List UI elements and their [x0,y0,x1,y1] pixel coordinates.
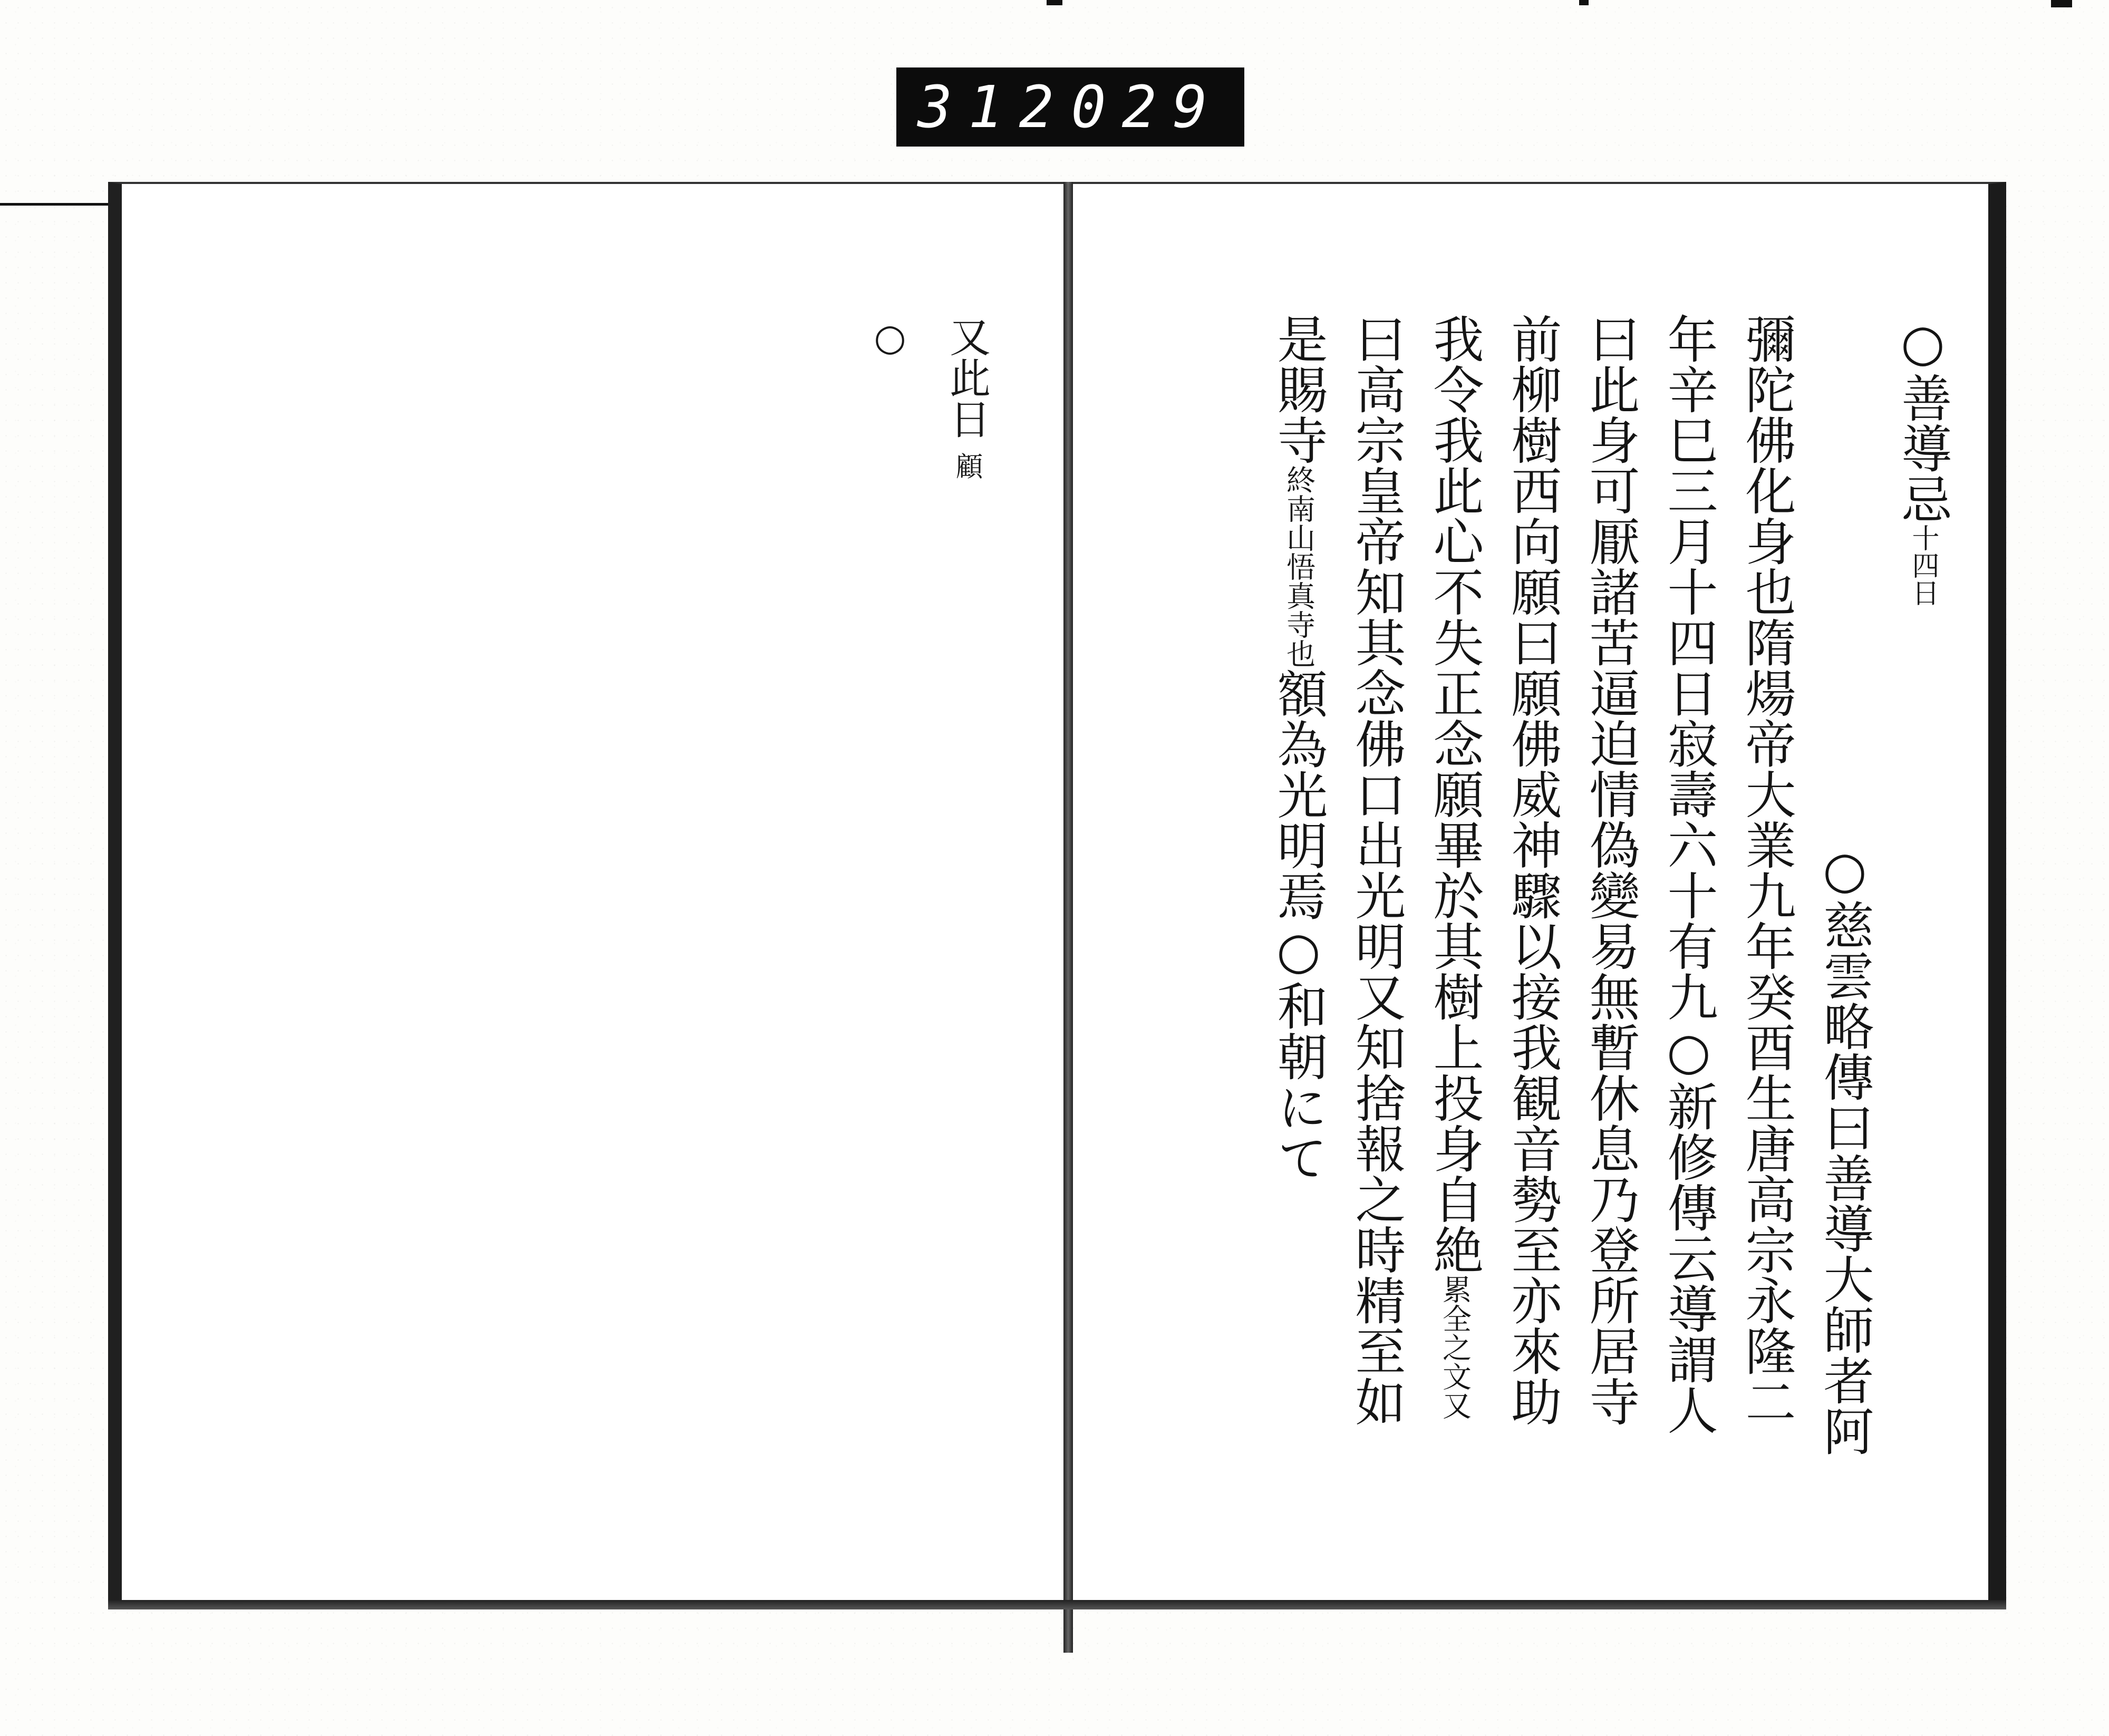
text-column [1416,313,1494,1568]
column-text: 年辛巳三月十四日寂壽六十有九○新修傳云導謂人 [1659,313,1718,1435]
left-page [108,182,1068,1605]
right-page-text [1260,313,1962,1568]
column-text: ○善導忌 [1893,313,1952,524]
text-column [928,316,1004,1570]
adjacent-page-edge [0,203,121,1703]
column-text: 曰此身可厭諸苦逼迫情偽變易無暫休息乃登所居寺 [1581,313,1640,1427]
column-text: 前柳樹西向願曰願佛威神驟以接我観音勢至亦來助 [1503,313,1562,1427]
text-column [1494,313,1572,1568]
text-column [1806,313,1884,1568]
top-edge-mark [2051,0,2072,7]
column-text: 又此日 [943,316,990,439]
column-note: 累全之文又 [1438,1275,1472,1420]
book-bottom-edge [108,1600,2006,1609]
text-column [1572,313,1650,1568]
left-page-text [852,316,1004,1570]
column-text: 我令我此心不失正念願畢於其樹上投身自絶 [1425,313,1484,1275]
text-column [1338,313,1416,1568]
microfilm-frame-label [896,67,1244,147]
column-text: 曰高宗皇帝知其念佛口出光明又知捨報之時精至如 [1347,313,1406,1427]
column-text: 額為光明焉○和朝にて [1269,668,1328,1182]
top-edge-mark [1047,0,1062,5]
open-book [108,182,2017,1653]
book-gutter [1063,182,1073,1653]
text-column [1728,313,1806,1568]
column-note: 十四日 [1907,524,1939,606]
text-column [1650,313,1728,1568]
right-page [1073,182,2006,1605]
top-edge-mark [1579,0,1589,5]
frame-number-left: 312 [917,73,1070,141]
section-mark: ○ [868,316,912,359]
text-column [1884,313,1962,1568]
column-text: ○慈雲略傳曰善導大師者阿 [1815,840,1874,1456]
frame-number-right: 029 [1071,73,1223,141]
text-column [852,316,928,1570]
column-text: 彌陀佛化身也隋煬帝大業九年癸酉生唐高宗永隆二 [1737,313,1796,1427]
column-note: 終南山悟真寺也 [1282,465,1315,668]
column-text: 是賜寺 [1269,313,1328,465]
column-note: 顧 [951,452,982,480]
text-column [1260,313,1338,1568]
